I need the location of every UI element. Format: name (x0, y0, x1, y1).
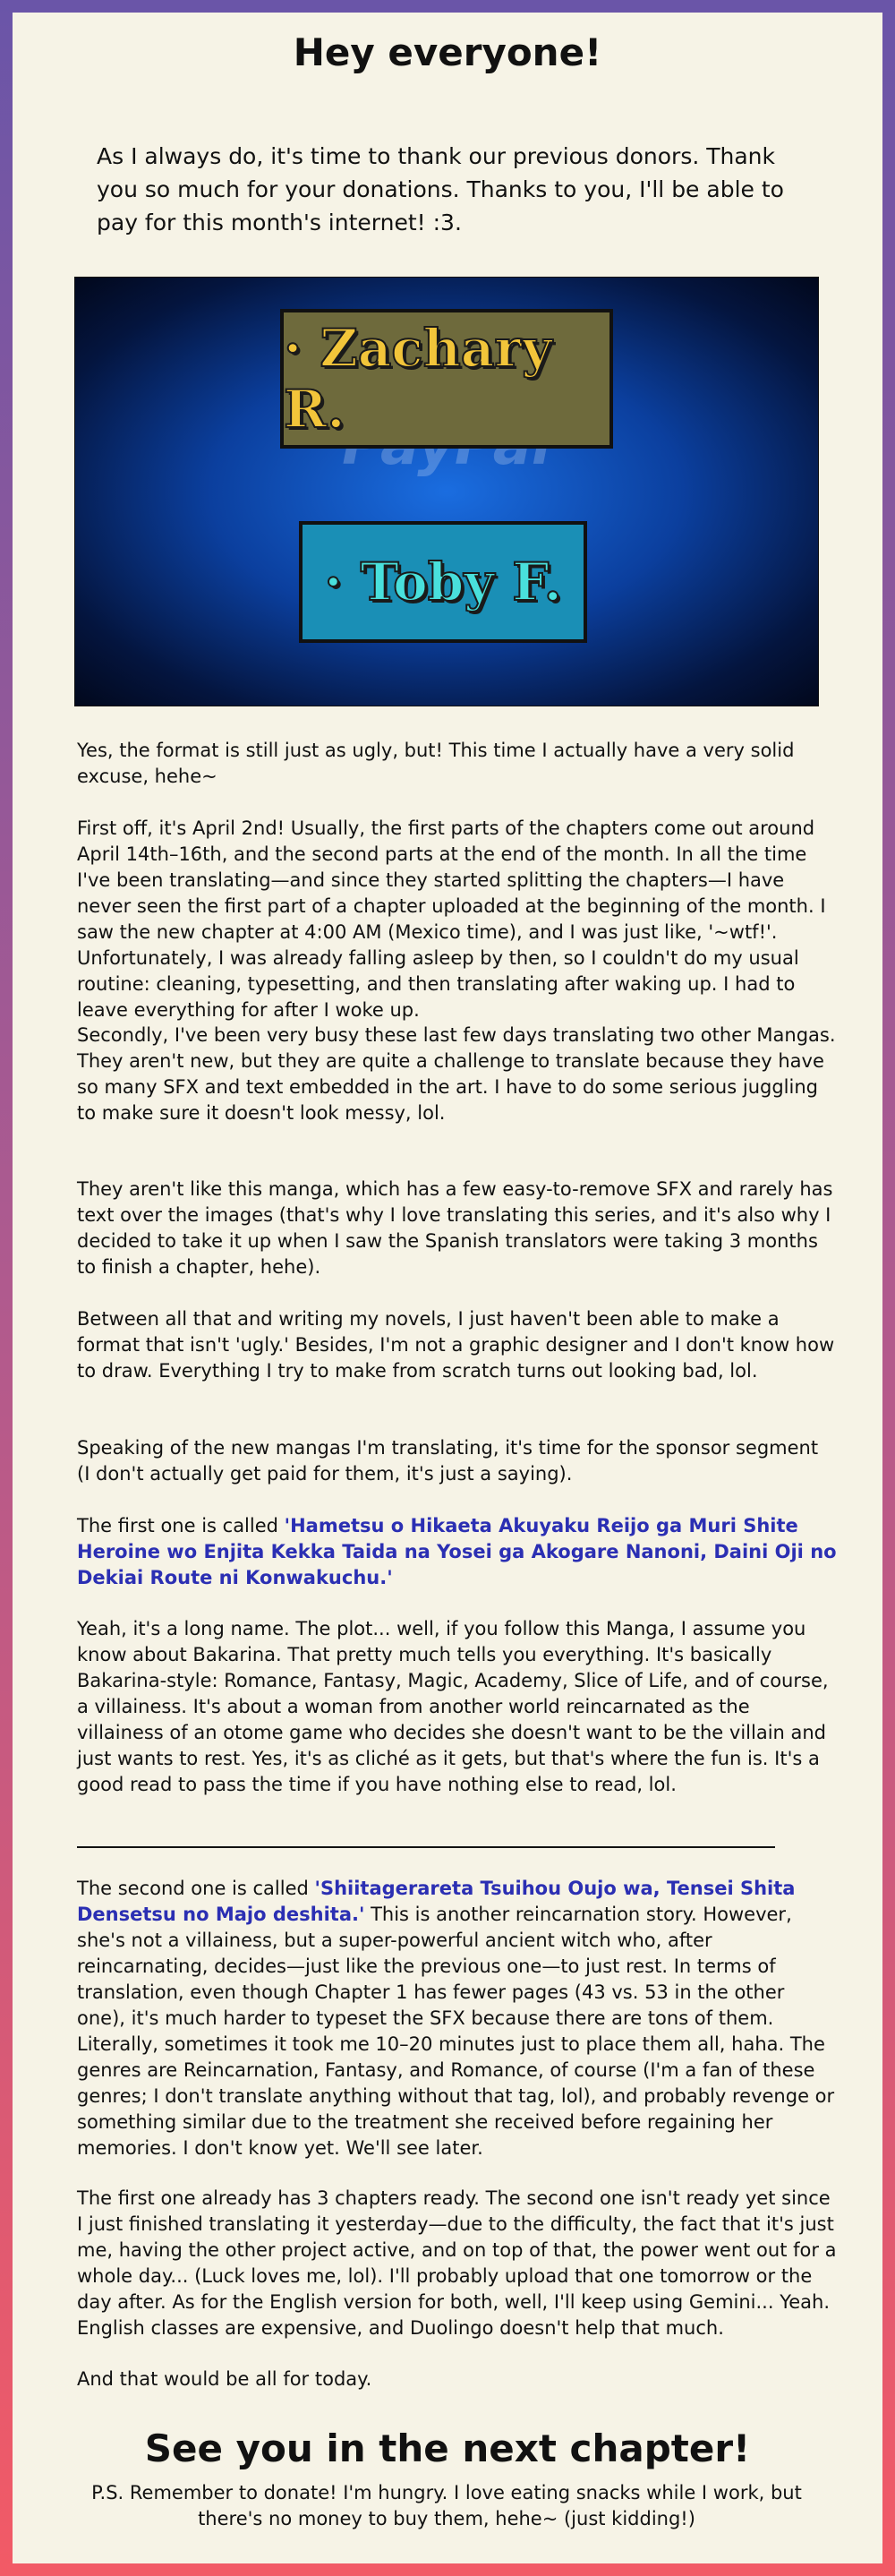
sponsor-line-2: (I don't actually get paid for them, it's just a saying). (77, 1463, 573, 1485)
page-title: Hey everyone! (293, 30, 602, 74)
donor-banner (75, 278, 818, 706)
paragraph-closing: And that would be all for today. (77, 2368, 372, 2390)
postscript-text: P.S. Remember to donate! I'm hungry. I love eating snacks while I work, but there's no money to buy them, hehe~ (just kidding!) (91, 2482, 802, 2529)
paragraph-format: Between all that and writing my novels, I just haven't been able to make a format that isn't 'ugly.' Besides, I'm not a graphic designer and I don't know how to draw. Everything I try to make from scratch turns out looking bad, lol. (77, 1308, 835, 1382)
second-manga-prefix: The second one is called (77, 1878, 315, 1899)
donor-card-1 (280, 309, 613, 449)
page-panel (13, 13, 882, 2563)
donor-name-1: · Zachary R. (284, 318, 552, 440)
outro-title: See you in the next chapter! (144, 2426, 751, 2470)
paragraph-sponsor (77, 1435, 838, 1487)
first-manga-title-link[interactable]: 'Hametsu o Hikaeta Akuyaku Reijo ga Muri Shite Heroine wo Enjita Kekka Taida na Yosei ga Akogare Nanoni, Daini Oji no Dekiai Route ni Konwakuchu.' (77, 1515, 837, 1588)
paragraph-this-manga: They aren't like this manga, which has a few easy-to-remove SFX and rarely has text over the images (that's why I love translating this series, and it's also why I decided to take it up when I saw the Spanish translators were taking 3 months to finish a chapter, hehe). (77, 1178, 833, 1278)
paragraph-busy: Secondly, I've been very busy these last few days translating two other Mangas. They aren't new, but they are quite a challenge to translate because they have so many SFX and text embedded in the art. I have to do some serious juggling to make sure it doesn't look messy, lol. (77, 1024, 836, 1124)
paragraph-first-plot: Yeah, it's a long name. The plot... well, if you follow this Manga, I assume you know about Bakarina. That pretty much tells you everything. It's basically Bakarina-style: Romance, Fantasy, Magic, Academy, Slice of Life, and of course, a villainess. It's about a woman from another world reincarnated as the villainess of an otome game who decides she doesn't want to be the villain and just wants to rest. Yes, it's as cliché as it gets, but that's where the fun is. It's a good read to pass the time if you have nothing else to read, lol. (77, 1618, 829, 1795)
paragraph-status: The first one already has 3 chapters ready. The second one isn't ready yet since I just finished translating it yesterday—due to the difficulty, the fact that it's just me, having the other project active, and on top of that, the power went out for a whole day... (Luck loves me, lol). I'll probably upload that one tomorrow or the day after. As for the English version for both, well, I'll keep using Gemini... Yeah. English classes are expensive, and Duolingo doesn't help that much. (77, 2187, 837, 2339)
second-manga-title-link[interactable]: 'Shiitagerareta Tsuihou Oujo wa, Tensei Shita Densetsu no Majo deshita.' (77, 1878, 796, 1925)
intro-text: As I always do, it's time to thank our previous donors. Thank you so much for your donations. Thanks to you, I'll be able to pay for this month's internet! :3. (97, 143, 784, 235)
first-manga-prefix: The first one is called (77, 1515, 285, 1536)
second-manga-description: This is another reincarnation story. However, she's not a villainess, but a super-powerful ancient witch who, after reincarnating, decides—just like the previous one—to just rest. In terms of translation, even though Chapter 1 has fewer pages (43 vs. 53 in the other one), it's much harder to typeset the SFX because there are tons of them. Literally, sometimes it took me 10–20 minutes just to place them all, haha. The genres are Reincarnation, Fantasy, and Romance, of course (I'm a fan of these genres; I don't translate anything without that tag, lol), and probably revenge or something similar due to the treatment she received before regaining her memories. I don't know yet. We'll see later. (77, 1904, 835, 2159)
paragraph-first-manga (77, 1513, 838, 1591)
paragraph-excuse: Yes, the format is still just as ugly, but! This time I actually have a very solid excuse, hehe~ (77, 740, 795, 787)
donor-card-2 (299, 521, 587, 643)
section-divider (77, 1846, 775, 1848)
paragraph-second-manga (77, 1876, 838, 2161)
sponsor-line-1: Speaking of the new mangas I'm translating, it's time for the sponsor segment (77, 1437, 819, 1459)
donor-name-2: · Toby F. (324, 552, 562, 612)
paragraph-april: First off, it's April 2nd! Usually, the first parts of the chapters come out around April 14th–16th, and the second parts at the end of the month. In all the time I've been translating—and since they started splitting the chapters—I have never seen the first part of a chapter uploaded at the beginning of the month. I saw the new chapter at 4:00 AM (Mexico time), and I was just like, '~wtf!'. Unfortunately, I was already falling asleep by then, so I couldn't do my usual routine: cleaning, typesetting, and then translating after waking up. I had to leave everything for after I woke up. (77, 817, 826, 1021)
